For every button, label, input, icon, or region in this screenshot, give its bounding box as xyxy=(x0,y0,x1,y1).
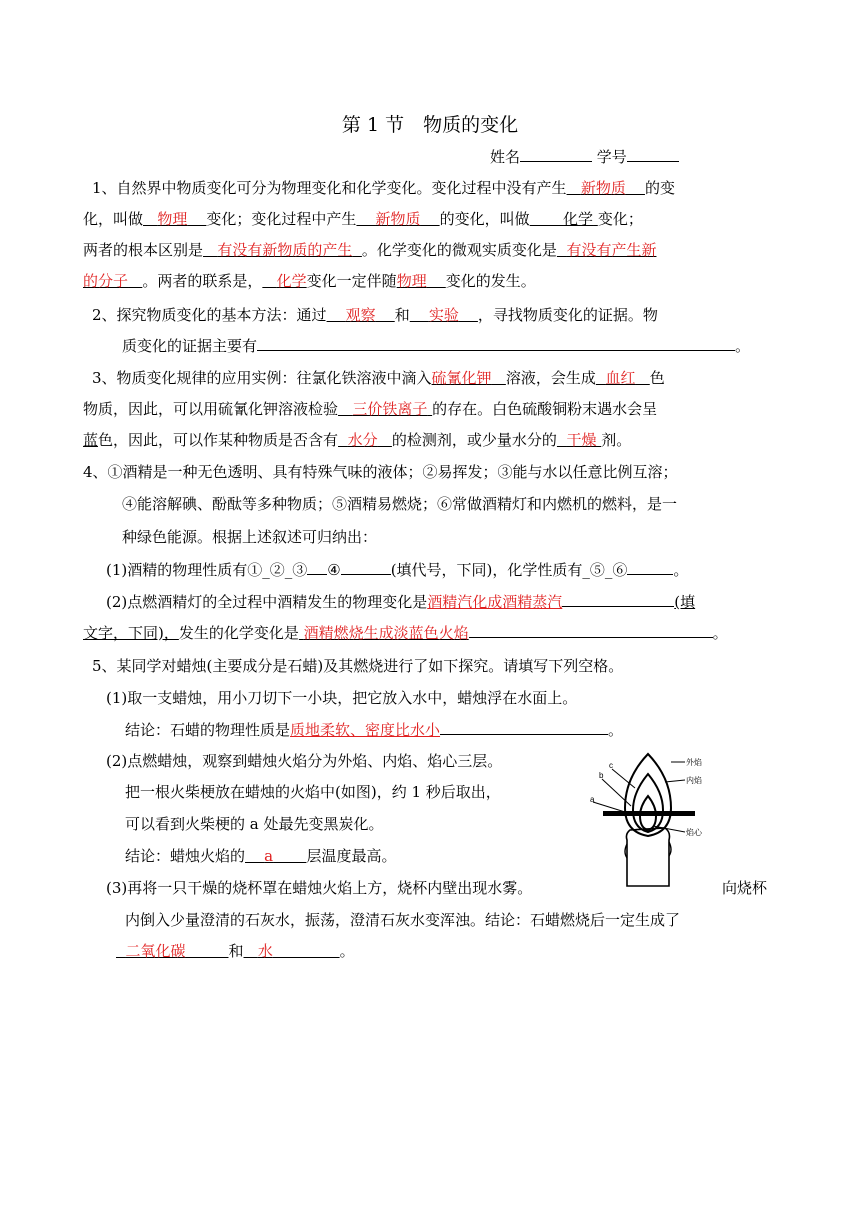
q1-answer-chemical: 化学 xyxy=(563,210,594,228)
q3-answer-fe3: 三价铁离子 xyxy=(352,400,428,418)
q5-text: 。 xyxy=(339,942,355,960)
q3-line-3 xyxy=(83,430,631,450)
q3-answer-blood-red: 血红 xyxy=(605,369,636,387)
q3-answer-desiccant: 干燥 xyxy=(566,431,597,449)
q5-text: 结论：蜡烛火焰的 xyxy=(125,847,246,865)
q1-text: 。化学变化的微观实质变化是 xyxy=(361,241,557,259)
q4-text: 。 xyxy=(673,561,689,579)
id-label: 学号 xyxy=(596,148,627,166)
q4-answer-vaporize: 酒精汽化成酒精蒸汽 xyxy=(427,593,563,611)
q4-text: (填代号，下同)，化学性质有_⑤_⑥ xyxy=(390,561,628,579)
q5-line-1: 5、某同学对蜡烛(主要成分是石蜡)及其燃烧进行了如下探究。请填写下列空格。 xyxy=(92,657,624,675)
q5-text: 和 xyxy=(228,942,244,960)
q4-text: (填 xyxy=(674,593,696,611)
q5-blank[interactable] xyxy=(440,720,608,735)
q4-line-3: 种绿色能源。根据上述叙述可归纳出： xyxy=(122,528,378,546)
q1-text: 变化一定伴随 xyxy=(306,272,397,290)
q4-sub2 xyxy=(106,592,695,612)
q5-text: (3)再将一只干燥的烧杯罩在蜡烛火焰上方，烧杯内壁出现水雾。 xyxy=(106,879,533,897)
q1-text: 化，叫做 xyxy=(83,210,144,228)
q4-text: ④ xyxy=(327,561,341,579)
q1-text: 变化；变化过程中产生 xyxy=(206,210,357,228)
match-stick xyxy=(603,811,695,816)
q4-line-2: ④能溶解碘、酚酞等多种物质；⑤酒精易燃烧；⑥常做酒精灯和内燃机的燃料，是一 xyxy=(122,495,678,513)
label-flame-core: 焰心 xyxy=(686,828,702,837)
q1-text: 的变 xyxy=(644,179,675,197)
q4-sub2-cont xyxy=(83,623,728,643)
q5-sub3 xyxy=(106,878,532,898)
q2-answer-observe: 观察 xyxy=(345,306,376,324)
q3-text: 色，因此，可以作某种物质是否含有 xyxy=(98,431,339,449)
q4-sub1 xyxy=(106,560,688,580)
q2-line-2 xyxy=(122,336,750,356)
label-a: a xyxy=(590,795,595,804)
q1-answer-new-substance-2: 新物质 xyxy=(375,210,421,228)
q2-line-1 xyxy=(92,305,658,325)
q1-answer-physical: 物理 xyxy=(157,210,188,228)
q2-text: 和 xyxy=(394,306,410,324)
q4-text: 。 xyxy=(712,624,728,642)
q2-text: 质变化的证据主要有 xyxy=(122,337,258,355)
q5-conclusion3 xyxy=(116,941,355,961)
q3-text: 的存在。白色硫酸铜粉末遇水会呈 xyxy=(432,400,658,418)
q5-text: 结论：石蜡的物理性质是 xyxy=(125,721,291,739)
q1-answer-micro-part1: 有没有产生新 xyxy=(566,241,657,259)
q3-line-1 xyxy=(92,368,665,388)
q4-answer-combustion: 酒精燃烧生成淡蓝色火焰 xyxy=(303,624,469,642)
label-inner-flame: 内焰 xyxy=(686,776,702,785)
inner-flame xyxy=(633,774,663,832)
q4-blank[interactable] xyxy=(307,560,327,575)
q5-answer-co2: 二氧化碳 xyxy=(125,942,186,960)
q1-answer-micro-part2: 的分子 xyxy=(83,272,129,290)
q1-answer-new-substance: 新物质 xyxy=(580,179,626,197)
q3-line-2 xyxy=(83,399,657,419)
name-blank[interactable] xyxy=(520,147,592,162)
q1-text: 1、自然界中物质变化可分为物理变化和化学变化。变化过程中没有产生 xyxy=(92,179,567,197)
q5-sub1: (1)取一支蜡烛，用小刀切下一小块，把它放入水中，蜡烛浮在水面上。 xyxy=(106,689,578,707)
q2-answer-experiment: 实验 xyxy=(428,306,459,324)
q4-text: 发生的化学变化是 xyxy=(178,624,299,642)
q5-sub3-right: 向烧杯 xyxy=(722,879,768,897)
q4-blank[interactable] xyxy=(562,592,674,607)
q2-text: ，寻找物质变化的证据。物 xyxy=(477,306,658,324)
q1-text: 的变化，叫做 xyxy=(439,210,530,228)
q1-line-2 xyxy=(83,209,643,229)
q3-answer-blue: 蓝 xyxy=(83,431,99,449)
q5-sub2-b: 把一根火柴梗放在蜡烛的火焰中(如图)，约 1 秒后取出， xyxy=(125,783,501,801)
q5-conclusion1 xyxy=(125,720,623,740)
label-outer-flame: 外焰 xyxy=(686,758,702,767)
q5-answer-water: 水 xyxy=(257,942,273,960)
q4-blank[interactable] xyxy=(469,623,713,638)
q1-line-1 xyxy=(92,178,675,198)
q4-blank[interactable] xyxy=(341,560,391,575)
q1-line-3 xyxy=(83,240,656,260)
q2-evidence-blank[interactable] xyxy=(257,336,735,351)
q1-text: 变化的发生。 xyxy=(445,272,536,290)
candle-flame-figure xyxy=(585,748,715,893)
q5-sub2: (2)点燃蜡烛，观察到蜡烛火焰分为外焰、内焰、焰心三层。 xyxy=(106,752,503,770)
q1-answer-chem: 化学 xyxy=(276,272,307,290)
q3-text: 色 xyxy=(649,369,665,387)
q1-text: 。两者的联系是， xyxy=(142,272,263,290)
id-blank[interactable] xyxy=(627,147,679,162)
label-b: b xyxy=(599,771,604,780)
q5-conclusion2 xyxy=(125,846,396,866)
name-label: 姓名 xyxy=(490,148,521,166)
q3-answer-water: 水分 xyxy=(347,431,378,449)
q3-text: 剂。 xyxy=(601,431,632,449)
q1-text: 变化； xyxy=(597,210,643,228)
q3-text: 物质，因此，可以用硫氰化钾溶液检验 xyxy=(83,400,339,418)
q5-answer-wax-property: 质地柔软、密度比水小 xyxy=(290,721,441,739)
q4-blank[interactable] xyxy=(627,560,673,575)
q5-sub2-c: 可以看到火柴梗的 a 处最先变黑炭化。 xyxy=(125,815,384,833)
q5-text: 层温度最高。 xyxy=(306,847,397,865)
label-c: c xyxy=(609,761,613,770)
q1-answer-difference: 有没有新物质的产生 xyxy=(217,241,353,259)
q2-text: 。 xyxy=(735,337,751,355)
q1-line-4 xyxy=(83,271,536,291)
q1-text: 两者的根本区别是 xyxy=(83,241,204,259)
q3-text: 的检测剂，或少量水分的 xyxy=(391,431,557,449)
q5-sub3-b: 内倒入少量澄清的石灰水，振荡，澄清石灰水变浑浊。结论：石蜡燃烧后一定生成了 xyxy=(125,911,681,929)
q1-answer-phys: 物理 xyxy=(396,272,427,290)
q4-text: (1)酒精的物理性质有①_②_③ xyxy=(106,561,308,579)
q3-answer-kscn: 硫氰化钾 xyxy=(431,369,492,387)
q4-text: (2)点燃酒精灯的全过程中酒精发生的物理变化是 xyxy=(106,593,428,611)
name-id-line xyxy=(490,146,679,167)
q3-text: 溶液，会生成 xyxy=(505,369,596,387)
q5-text: 。 xyxy=(608,721,624,739)
q2-text: 2、探究物质变化的基本方法：通过 xyxy=(92,306,327,324)
q5-answer-a: a xyxy=(264,847,274,865)
q4-text: 文字，下同)， xyxy=(83,624,179,642)
q3-text: 3、物质变化规律的应用实例：往氯化铁溶液中滴入 xyxy=(92,369,432,387)
page-title: 第 1 节 物质的变化 xyxy=(341,114,519,136)
q4-line-1: 4、①酒精是一种无色透明、具有特殊气味的液体；②易挥发；③能与水以任意比例互溶； xyxy=(83,463,678,481)
candle-flame-drawing xyxy=(585,748,715,893)
